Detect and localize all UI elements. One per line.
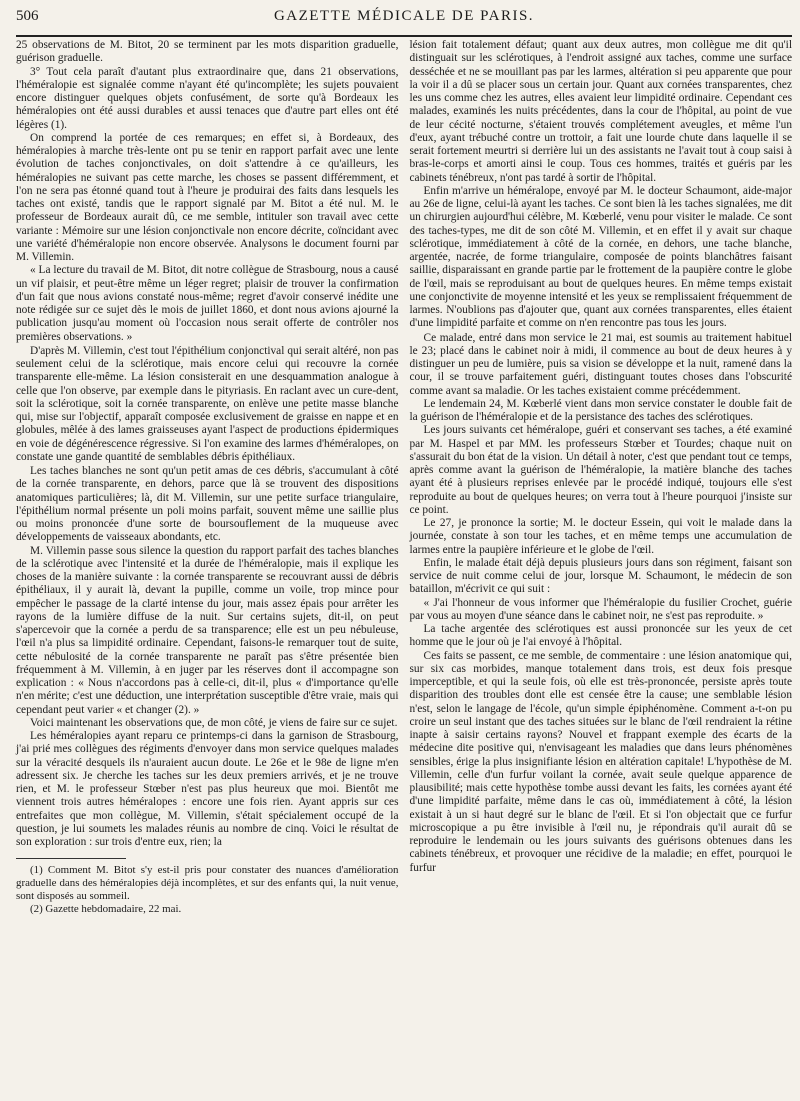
paragraph: Voici maintenant les observations que, de mon côté, je viens de faire sur ce sujet. (30, 716, 398, 729)
paragraph: Enfin m'arrive un héméralope, envoyé par M. le docteur Schaumont, aide-major au 26e de ligne, celui-là ayant les taches. Ce sont bien là les taches signalées, me dit un chirurgien aujourd'hui célèbre, M. Kœberlé, venu pour visiter le malade. Ce sont des taches-types, me dit de son côté M. Villemin, et en effet il y avait sur chaque sclérotique, immédiatement à côté de la cornée, en dehors, une tache blanche, argentée, nacrée, de forme triangulaire, composée de points blanchâtres faisant saillie, disparaissant en grande partie par le frottement de la paupière contre le globe de l'œil, mais se reproduisant au bout de quelques heures. En même temps existait une conjonctivite de moyenne intensité et les yeux se remplissaient fréquemment de larmes. N'oublions pas d'ajouter que, quant aux cornées transparentes, elles étaient d'une limpidité parfaite et comme on n'en rencontre pas tous les jours. (409, 184, 792, 330)
paragraph: Les héméralopies ayant reparu ce printemps-ci dans la garnison de Strasbourg, j'ai prié mes collègues des régiments d'envoyer dans mon service quelques malades sur la véracité desquels ils n'auraient aucun doute. Le 26e et le 98e de ligne m'en adressent six. Je cherche les taches sur les deux premiers arrivés, et je ne trouve rien, et M. le professeur Stœber n'est pas plus heureux que moi. Bientôt me viennent trois autres héméralopes : encore une fois rien. Ayant appris sur ces entrefaites que mon collègue, M. Villemin, s'était spécialement occupé de la question, je lui soumets les malades réunis au nombre de cinq. Voici le résultat de son exploration : sur trois d'entre eux, rien; la (16, 730, 399, 848)
header-rule (16, 35, 792, 37)
paragraph: Ce malade, entré dans mon service le 21 mai, est soumis au traitement habituel le 23; placé dans le cabinet noir à midi, il commence au bout de deux heures à y distinguer un peu de lumière, puis sa vision se développe et la nuit, ramené dans la cour, il se trouve parfaitement guéri, distinguant toutes choses dans l'obscurité comme avant sa maladie. Or les taches existaient comme précédemment. (409, 331, 792, 397)
paragraph: Enfin, le malade était déjà depuis plusieurs jours dans son régiment, faisant son service de nuit comme celui de jour, lorsque M. Schaumont, le médecin de son bataillon, m'écrivit ce qui suit : (409, 556, 792, 596)
running-header (16, 8, 792, 32)
journal-title: GAZETTE MÉDICALE DE PARIS. (273, 8, 535, 24)
paragraph: Le 27, je prononce la sortie; M. le docteur Essein, qui voit le malade dans la journée, constate à son tour les taches, et en même temps une accumulation de larmes entre la paupière inférieure et le globe de l'œil. (409, 517, 792, 556)
paragraph: La tache argentée des sclérotiques est aussi prononcée sur les yeux de cet homme que le jour où je l'ai envoyé à l'hôpital. (409, 623, 792, 649)
paragraph: Ces faits se passent, ce me semble, de commentaire : une lésion anatomique qui, sur six cas morbides, manque totalement dans trois, est deux fois presque imperceptible, et qui la seule fois, où elle est très-prononcée, persiste après toute disparition des troubles dont elle est censée être la cause; une semblable lésion n'est, selon le langage de l'école, qu'un simple épiphénomène. Comment a-t-on pu croire un seul instant que des taches situées sur le blanc de l'œil rendraient la rétine inapte à saisir certains rayons? Nouvel et frappant exemple des écarts de la médecine dite positive qui, n'envisageant les maladies que dans leurs phénomènes sensibles, érige la plus insignifiante lésion en altération capitale! L'hypothèse de M. Villemin, celle d'un furfur voilant la cornée, avait seule quelque apparence de plausibilité; mais cette hypothèse tombe aussi devant les faits, les cornées ayant été d'une limpidité parfaite, même dans le cas où, immédiatement à côté, la lésion existait à un si haut degré sur le blanc de l'œil. Et si l'on objectait que ce furfur microscopique a pu être invisible à l'œil nu, je répondrais qu'il aurait dû se reproduire le lendemain ou les jours suivants des guérisons obtenues dans les cabinets ténébreux, et provoquer une récidive de la maladie; en effet, pourquoi le furfur (409, 649, 792, 874)
page-number: 506 (16, 8, 39, 24)
left-column (16, 39, 399, 915)
paragraph: Les taches blanches ne sont qu'un petit amas de ces débris, s'accumulant à côté de la cornée transparente, en dehors, parce que là se trouvent des dispositions anatomiques particulières; là, dit M. Villemin, sur une petite surface triangulaire, l'épithélium normal présente un poli moins parfait, souvent même une saillie plus ou moins prononcée d'une sorte de boursouflement de la muqueuse avec développements de vaisseaux abondants, etc. (16, 465, 399, 544)
paragraph: D'après M. Villemin, c'est tout l'épithélium conjonctival qui serait altéré, non pas seulement celui de la sclérotique, mais encore celui qui recouvre la cornée transparente elle-même. La lésion consisterait en une desquammation analogue à celle que l'on observe, par exemple dans le pityriasis. En raclant avec un cure-dent, soit la sclérotique, soit la cornée transparente, on enlève une petite masse blanche qui, mise sur l'objectif, apparaît composée exclusivement de graisse en nappe et en globules, mêlée à des lames graisseuses ayant l'aspect de productions épidermiques en voie de dégénérescence régressive. Si l'on examine des larmes d'héméralopes, on constate une gande quantité de semblables débris épithéliaux. (16, 344, 399, 463)
two-column-body (16, 39, 792, 915)
paragraph: lésion fait totalement défaut; quant aux deux autres, mon collègue me dit qu'il distinguait sur les sclérotiques, à l'endroit assigné aux taches, comme une surface desséchée et ne se mouillant pas par les larmes, altération si peu apparente que pour la voir il a dû se placer sous un certain jour. Quant aux cornées transparentes, chez les uns comme chez les autres, elles avaient leur limpidité ordinaire. Cependant ces malades, examinés les nuits précédentes, dans la cour de l'hôpital, au point de vue de leur cécité nocturne, s'étaient trouvés complétement aveugles, et même l'un d'eux, ayant trébuché contre un trottoir, a fait une lourde chute dans laquelle il se serait fortement meurtri si derrière lui un des assistants ne l'avait tout à coup saisi à bras-le-corps et amorti ainsi le coup. Tous ces hommes, traités et guéris par les cabinets ténébreux, n'ont pas tardé à sortir de l'hôpital. (409, 39, 792, 184)
footnote: (2) Gazette hebdomadaire, 22 mai. (30, 902, 182, 915)
paragraph: Les jours suivants cet héméralope, guéri et conservant ses taches, a été examiné par M. Haspel et par MM. les professeurs Stœber et Tourdes; chaque nuit on s'assurait du bon état de la vision. Un détail à noter, c'est que pendant tout ce temps, après comme avant la guérison de l'héméralopie, la matière blanche des taches ayant été à plusieurs reprises enlevée par le procédé indiqué, toujours elle s'est reproduite au bout de quelques heures; on verra tout à l'heure pourquoi j'insiste sur ce point. (409, 424, 792, 516)
paragraph: 25 observations de M. Bitot, 20 se terminent par les mots disparition graduelle, guérison graduelle. (16, 39, 399, 65)
right-column (410, 39, 793, 915)
paragraph: « La lecture du travail de M. Bitot, dit notre collègue de Strasbourg, nous a causé un vif plaisir, et peut-être même un léger regret; plaisir de trouver la confirmation d'un fait que nous avions constaté nous-même; regret d'avoir conservé inédite une note rédigée sur ce sujet dès le mois de juillet 1860, et dont nous avions ajourné la publication jusqu'au moment où l'occasion nous serait offerte de contrôler nos premières observations. » (16, 264, 399, 343)
footnote-rule (16, 858, 126, 859)
paragraph: M. Villemin passe sous silence la question du rapport parfait des taches blanches de la sclérotique avec l'intensité et la durée de l'héméralopie, mais il explique les choses de la manière suivante : la cornée transparente se recouvrant aussi de débris épithéliaux, il y aurait là, devant la pupille, comme un voile, trop mince pour empêcher le passage de la clarté intense du jour, mais assez épais pour arrêter les rayons de la lumière diffuse de la nuit. Sur certains sujets, dit-il, on peut s'apercevoir que la cornée a perdu de sa transparence; elle est un peu nébuleuse, l'œil n'a plus sa limpidité ordinaire. Cependant, faisons-le remarquer tout de suite, cette nébulosité de la cornée transparente ne paraît pas s'être présentée bien fréquemment à M. Villemin, à en juger par les réserves dont il accompagne son explication : « Nous n'accordons pas à celle-ci, dit-il, plus « d'importance qu'elle n'en mérite; c'est une déduction, une interprétation susceptible d'être vraie, mais qui cependant peut varier « et changer (2). » (16, 544, 399, 716)
paragraph: Le lendemain 24, M. Kœberlé vient dans mon service constater le double fait de la guérison de l'héméralopie et de la persistance des taches des sclérotiques. (409, 397, 792, 423)
paragraph: « J'ai l'honneur de vous informer que l'héméralopie du fusilier Crochet, guérie par vous au moyen d'une séance dans le cabinet noir, ne s'est pas reproduite. » (409, 596, 792, 622)
footnote: (1) Comment M. Bitot s'y est-il pris pour constater des nuances d'amélioration graduelle dans des héméralopies déjà incomplètes, et sur des enfants qui, la nuit venue, sont disposés au sommeil. (16, 864, 399, 902)
paragraph: On comprend la portée de ces remarques; en effet si, à Bordeaux, des héméralopies à marche très-lente ont pu se tenir en rapport parfait avec une lente évolution de taches conjonctivales, on doit s'attendre à ce qu'ailleurs, les héméralopies ne suivant pas cette marche, les choses se passent différemment, et l'on ne sera pas étonné quand tout à l'heure je produirai des faits dans lesquels les taches ont existé, tandis que le rapport signalé par M. Bitot a été nul. M. le professeur de Bordeaux aurait dû, ce me semble, intituler son travail avec cette variante : Mémoire sur une lésion conjonctivale non encore décrite, coïncidant avec une variété d'héméralopie non encore observée. Analysons le document fourni par M. Villemin. (16, 131, 399, 263)
paragraph: 3° Tout cela paraît d'autant plus extraordinaire que, dans 21 observations, l'héméralopie est signalée comme n'ayant été qu'incomplète; les sujets pouvaient encore distinguer quelques objets confusément, de sorte qu'à Bordeaux les héméralopies ont été aussi durables et aussi tenaces que d'autre part elles ont été légères (1). (16, 65, 399, 131)
